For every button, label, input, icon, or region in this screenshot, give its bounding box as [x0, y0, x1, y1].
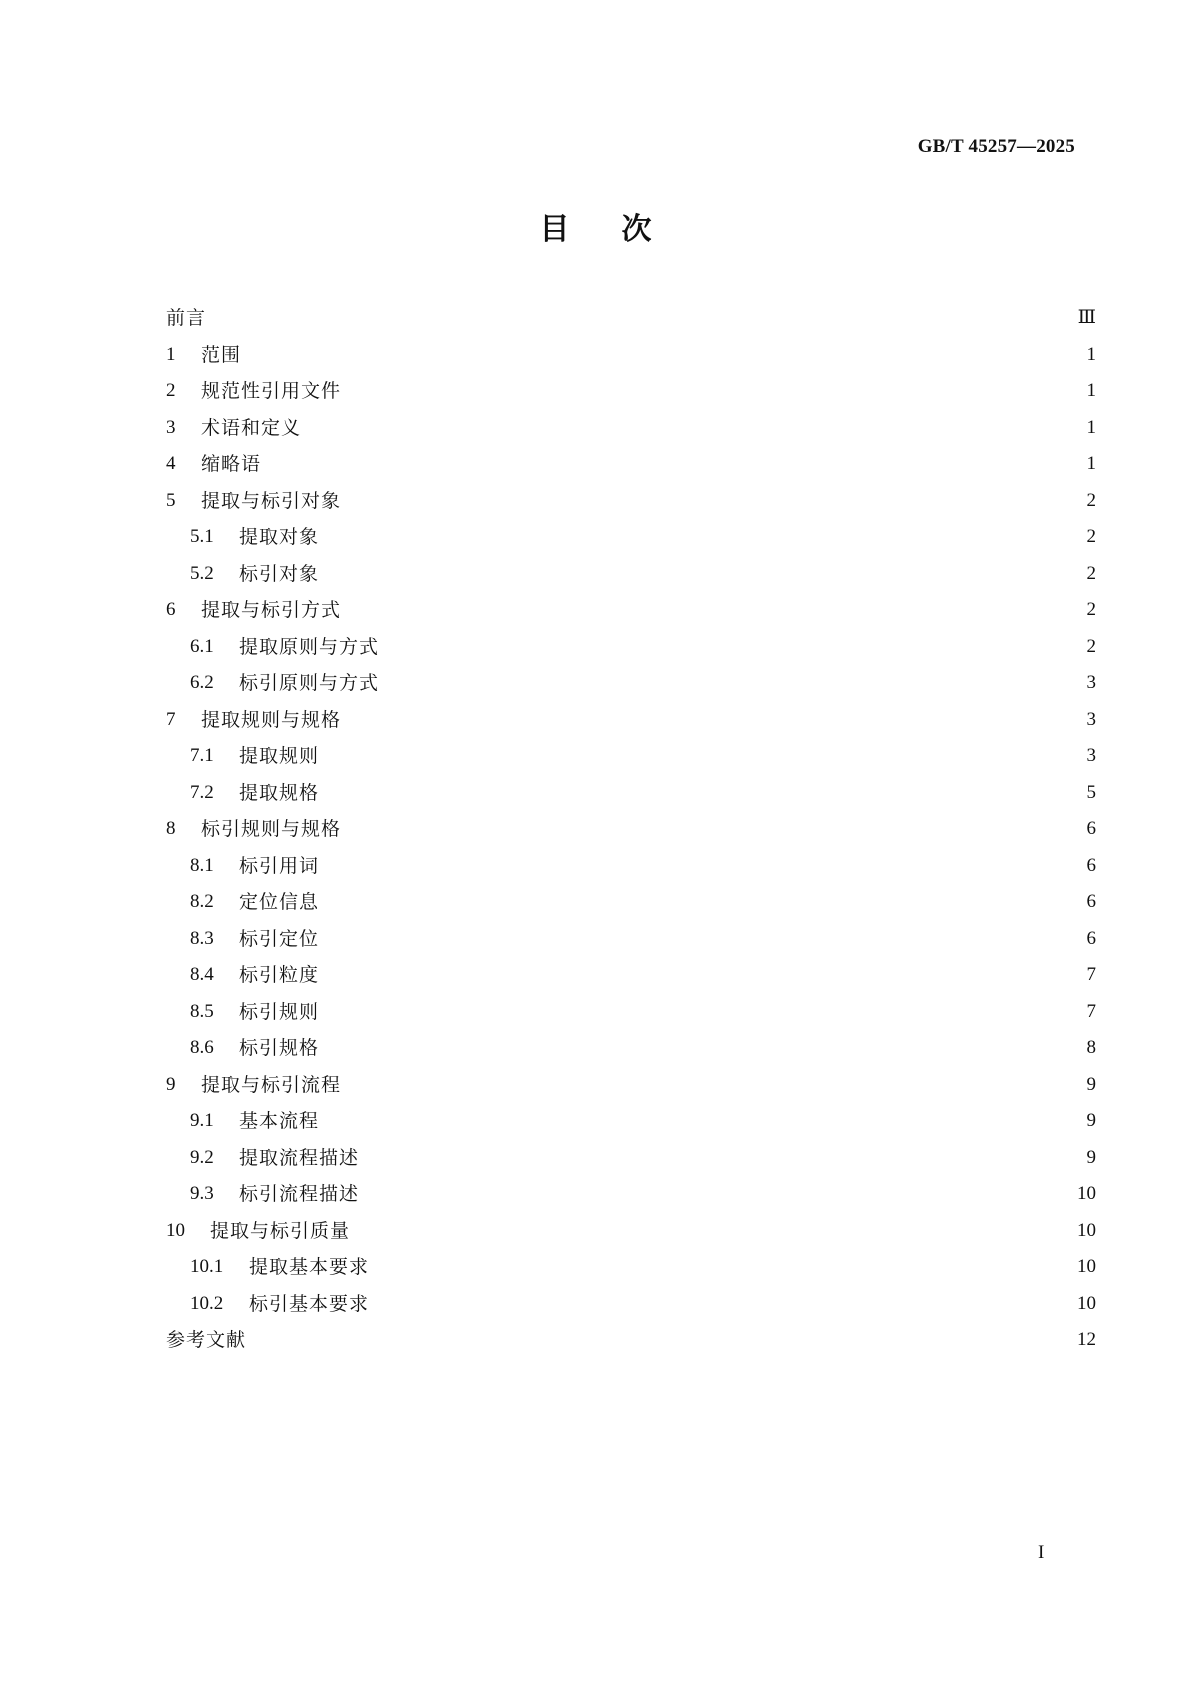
- toc-row[interactable]: [166, 446, 1096, 483]
- toc-page: 2: [1086, 489, 1096, 511]
- toc-page: 6: [1086, 854, 1096, 876]
- toc-label: 提取与标引流程: [201, 1073, 342, 1096]
- toc-label: 提取对象: [239, 526, 320, 549]
- toc-label: 规范性引用文件: [201, 380, 342, 403]
- page-title: 目次: [539, 212, 704, 247]
- toc-number: 6: [166, 599, 176, 621]
- toc-label: 缩略语: [201, 453, 262, 476]
- toc-leader: [355, 708, 1072, 732]
- toc-label: 标引流程描述: [239, 1183, 360, 1206]
- toc-number: 8: [166, 818, 176, 840]
- toc-row[interactable]: [166, 1030, 1096, 1067]
- toc-number: 10.1: [190, 1256, 224, 1278]
- toc-row[interactable]: [166, 957, 1096, 994]
- toc-row[interactable]: [166, 337, 1096, 374]
- toc-label: 标引原则与方式: [239, 672, 380, 695]
- toc-label: 范围: [201, 343, 242, 366]
- toc-page: 2: [1086, 526, 1096, 548]
- toc-row[interactable]: [166, 1249, 1096, 1286]
- toc-leader: [393, 671, 1072, 695]
- toc-page: 5: [1086, 781, 1096, 803]
- toc-page: 2: [1086, 635, 1096, 657]
- toc-row[interactable]: [166, 592, 1096, 629]
- table-of-contents: [166, 300, 1096, 1359]
- toc-row[interactable]: [166, 665, 1096, 702]
- toc-number: 10: [166, 1219, 185, 1241]
- toc-page: 10: [1077, 1183, 1096, 1205]
- toc-page: 8: [1086, 1037, 1096, 1059]
- toc-leader: [333, 1109, 1072, 1133]
- toc-label: 提取规则: [239, 745, 320, 768]
- toc-label: 参考文献: [166, 1329, 247, 1352]
- toc-leader: [355, 817, 1072, 841]
- toc-page: 1: [1086, 453, 1096, 475]
- toc-page: 2: [1086, 599, 1096, 621]
- toc-number: 8.4: [190, 964, 214, 986]
- toc-page: 10: [1077, 1256, 1096, 1278]
- toc-leader: [333, 1036, 1072, 1060]
- toc-leader: [333, 854, 1072, 878]
- toc-page: Ⅲ: [1077, 307, 1096, 329]
- toc-number: 6.2: [190, 672, 214, 694]
- toc-row[interactable]: [166, 811, 1096, 848]
- toc-label: 基本流程: [239, 1110, 320, 1133]
- toc-number: 8.6: [190, 1037, 214, 1059]
- toc-leader: [333, 562, 1072, 586]
- toc-label: 标引规则: [239, 1000, 320, 1023]
- toc-leader: [333, 525, 1072, 549]
- toc-number: 5: [166, 489, 176, 511]
- toc-number: 7.1: [190, 745, 214, 767]
- toc-row[interactable]: [166, 921, 1096, 958]
- toc-page: 6: [1086, 818, 1096, 840]
- toc-label: 前言: [166, 307, 207, 330]
- toc-row[interactable]: [166, 1067, 1096, 1104]
- toc-number: 9: [166, 1073, 176, 1095]
- toc-label: 提取与标引方式: [201, 599, 342, 622]
- toc-leader: [333, 781, 1072, 805]
- toc-leader: [275, 452, 1072, 476]
- toc-row[interactable]: [166, 702, 1096, 739]
- toc-row[interactable]: [166, 738, 1096, 775]
- toc-row[interactable]: [166, 1286, 1096, 1323]
- toc-label: 术语和定义: [201, 416, 302, 439]
- toc-leader: [393, 635, 1072, 659]
- toc-label: 标引对象: [239, 562, 320, 585]
- toc-label: 标引粒度: [239, 964, 320, 987]
- toc-page: 7: [1086, 964, 1096, 986]
- toc-label: 提取流程描述: [239, 1146, 360, 1169]
- toc-label: 提取与标引对象: [201, 489, 342, 512]
- toc-row[interactable]: [166, 884, 1096, 921]
- toc-label: 定位信息: [239, 891, 320, 914]
- footer-page-number: I: [1038, 1542, 1045, 1563]
- toc-row[interactable]: [166, 300, 1096, 337]
- toc-number: 7.2: [190, 781, 214, 803]
- toc-row[interactable]: [166, 410, 1096, 447]
- toc-number: 7: [166, 708, 176, 730]
- toc-number: 6.1: [190, 635, 214, 657]
- toc-row[interactable]: [166, 1213, 1096, 1250]
- toc-number: 9.3: [190, 1183, 214, 1205]
- toc-row[interactable]: [166, 556, 1096, 593]
- toc-row[interactable]: [166, 775, 1096, 812]
- toc-label: 提取原则与方式: [239, 635, 380, 658]
- toc-page: 9: [1086, 1073, 1096, 1095]
- toc-number: 8.2: [190, 891, 214, 913]
- toc-leader: [383, 1292, 1065, 1316]
- toc-row[interactable]: [166, 519, 1096, 556]
- toc-label: 标引基本要求: [249, 1292, 370, 1315]
- toc-label: 提取与标引质量: [210, 1219, 351, 1242]
- toc-number: 9.2: [190, 1146, 214, 1168]
- toc-number: 3: [166, 416, 176, 438]
- toc-number: 9.1: [190, 1110, 214, 1132]
- toc-label: 提取规格: [239, 781, 320, 804]
- toc-page: 2: [1086, 562, 1096, 584]
- toc-row[interactable]: [166, 848, 1096, 885]
- toc-number: 10.2: [190, 1292, 224, 1314]
- toc-page: 1: [1086, 380, 1096, 402]
- toc-leader: [364, 1219, 1065, 1243]
- toc-leader: [373, 1146, 1072, 1170]
- toc-number: 5.1: [190, 526, 214, 548]
- toc-number: 5.2: [190, 562, 214, 584]
- toc-page: 3: [1086, 672, 1096, 694]
- toc-page: 9: [1086, 1110, 1096, 1132]
- toc-page: 10: [1077, 1292, 1096, 1314]
- toc-number: 8.1: [190, 854, 214, 876]
- toc-row[interactable]: [166, 1103, 1096, 1140]
- toc-number: 2: [166, 380, 176, 402]
- toc-label: 提取基本要求: [249, 1256, 370, 1279]
- toc-page: 6: [1086, 927, 1096, 949]
- toc-label: 标引定位: [239, 927, 320, 950]
- toc-row[interactable]: [166, 373, 1096, 410]
- toc-page: 3: [1086, 708, 1096, 730]
- toc-leader: [315, 416, 1072, 440]
- toc-page: 1: [1086, 343, 1096, 365]
- toc-page: 6: [1086, 891, 1096, 913]
- toc-leader: [333, 744, 1072, 768]
- toc-row[interactable]: [166, 483, 1096, 520]
- toc-page: 1: [1086, 416, 1096, 438]
- toc-leader: [260, 1328, 1065, 1352]
- toc-leader: [220, 306, 1066, 330]
- toc-row[interactable]: [166, 1176, 1096, 1213]
- toc-leader: [333, 1000, 1072, 1024]
- toc-leader: [355, 379, 1072, 403]
- toc-leader: [355, 489, 1072, 513]
- toc-leader: [333, 890, 1072, 914]
- toc-label: 提取规则与规格: [201, 708, 342, 731]
- toc-page: 9: [1086, 1146, 1096, 1168]
- toc-label: 标引规则与规格: [201, 818, 342, 841]
- toc-row[interactable]: [166, 1140, 1096, 1177]
- toc-label: 标引用词: [239, 854, 320, 877]
- toc-leader: [333, 963, 1072, 987]
- toc-row[interactable]: [166, 1322, 1096, 1359]
- toc-row[interactable]: [166, 994, 1096, 1031]
- toc-leader: [355, 598, 1072, 622]
- toc-number: 4: [166, 453, 176, 475]
- standard-code: GB/T 45257—2025: [917, 136, 1075, 157]
- toc-page: 3: [1086, 745, 1096, 767]
- toc-number: 1: [166, 343, 176, 365]
- toc-leader: [355, 1073, 1072, 1097]
- toc-label: 标引规格: [239, 1037, 320, 1060]
- toc-number: 8.5: [190, 1000, 214, 1022]
- toc-leader: [333, 927, 1072, 951]
- toc-leader: [383, 1255, 1065, 1279]
- toc-number: 8.3: [190, 927, 214, 949]
- toc-page: 12: [1077, 1329, 1096, 1351]
- toc-page: 7: [1086, 1000, 1096, 1022]
- toc-leader: [255, 343, 1072, 367]
- toc-leader: [373, 1182, 1065, 1206]
- toc-row[interactable]: [166, 629, 1096, 666]
- toc-page: 10: [1077, 1219, 1096, 1241]
